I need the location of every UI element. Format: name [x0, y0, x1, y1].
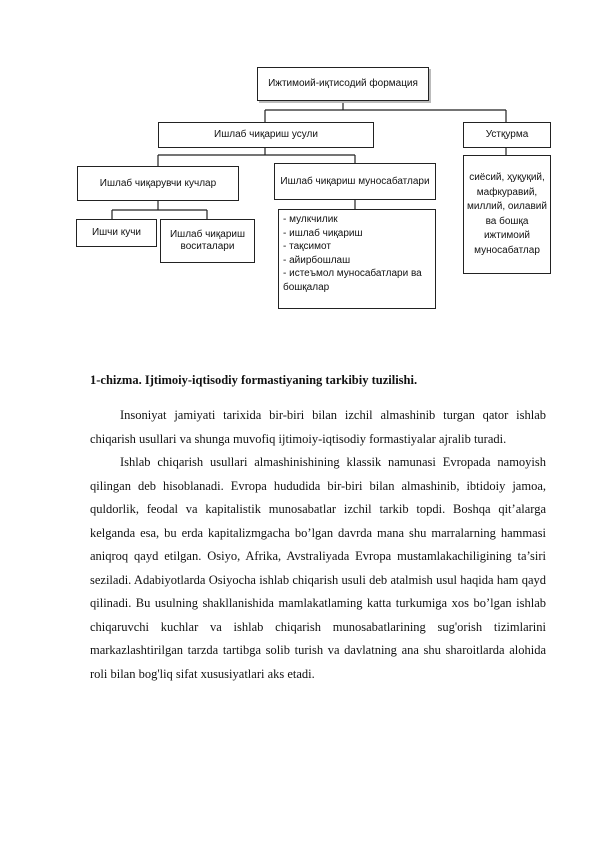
superstructure-items-label: сиёсий, ҳуқуқий, мафкуравий, миллий, оилавий ва бошқа ижтимоий муносабатлар — [467, 172, 547, 256]
labor-force-box — [76, 219, 157, 247]
means-of-production-label: Ишлаб чиқариш воситалари — [169, 229, 245, 252]
production-relations-label: Ишлаб чиқариш муносабатлари — [280, 175, 430, 187]
labor-force-label: Ишчи кучи — [91, 227, 142, 238]
means-of-production-box — [160, 219, 255, 263]
body-text — [90, 404, 546, 686]
formation-label: Ижтимоий-иқтисодий формация — [268, 78, 418, 89]
relations-items-box — [278, 209, 436, 309]
relations-items-label: - мулкчилик - ишлаб чиқариш - тақсимот - айирбошлаш - истеъмол муносабатлари ва бошқалар — [283, 214, 422, 293]
production-relations-box — [274, 163, 436, 200]
production-mode-label: Ишлаб чиқариш усули — [214, 129, 318, 140]
paragraph-1: Insoniyat jamiyati tarixida bir-biri bilan izchil almashinib turgan qator ishlab chiqarish usullari va shunga muvofiq ijtimoiy-iqtisodiy formastiyalar ajralib turadi. — [90, 408, 546, 446]
figure-caption: 1-chizma. Ijtimoiy-iqtisodiy formastiyaning tarkibiy tuzilishi. — [90, 373, 418, 387]
productive-forces-box — [77, 166, 239, 201]
superstructure-label: Устқурма — [485, 129, 529, 140]
superstructure-box — [463, 122, 551, 148]
paragraph-2: Ishlab chiqarish usullari almashinishining klassik namunasi Evropada namoyish qilingan deb hisoblanadi. Evropa hududida bir-biri bilan almashinib, ibtidoiy jamoa, quldorlik, feodal va kapitalistik munosabatlar izchil tarkib topdi. Boshqa qit’alarga kelganda esa, bu erda kapitalizmgacha bo’lgan davrda mana shu marralarning hammasi aniqroq qayd etilgan. Osiyo, Afrika, Avstraliyada Evropa mustamlakachiligining ta’siri seziladi. Adabiyotlarda Osiyocha ishlab chiqarish usuli deb atalmish usul haqida ham qayd qilinadi. Bu usulning shakllanishida mamlakatlaming katta turkumiga xos bo’lgan ishlab chiqaruvchi kuchlar va ishlab chiqarish munosabatlarining sug'orish tizimlarini markazlashtirilgan tarzda tartibga solib turish va davlatning ana shu sharoitlarda alohida roli bilan bog'liq sifat xususiyatlari aks etadi. — [90, 455, 546, 681]
productive-forces-label: Ишлаб чиқарувчи кучлар — [99, 177, 217, 189]
formation-box — [257, 67, 429, 101]
production-mode-box — [158, 122, 374, 148]
superstructure-items-box — [463, 155, 551, 274]
